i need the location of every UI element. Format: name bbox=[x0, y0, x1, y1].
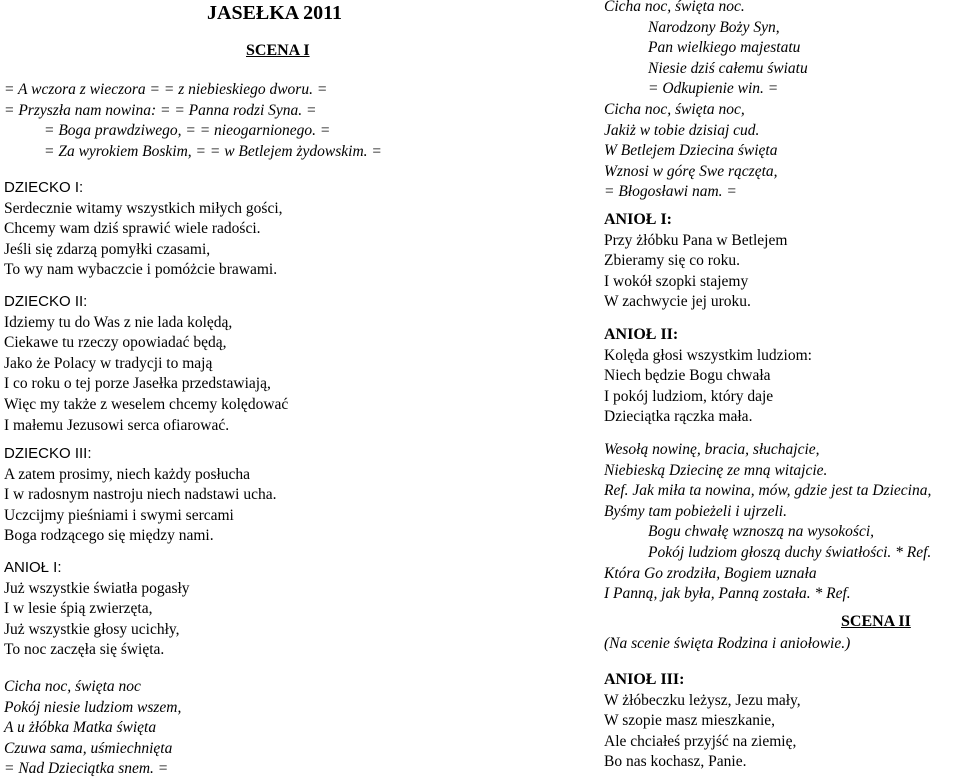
carol-line: Wesołą nowinę, bracia, słuchajcie, bbox=[604, 441, 820, 458]
carol-line: Cicha noc, święta noc bbox=[4, 678, 141, 695]
verse-line: Jeśli się zdarzą pomyłki czasami, bbox=[4, 240, 211, 258]
carol-line: Pokój niesie ludziom wszem, bbox=[4, 698, 182, 716]
verse-line: Dzieciątka rączka mała. bbox=[604, 408, 753, 426]
verse-line: Bo nas kochasz, Panie. bbox=[604, 753, 747, 771]
angel1-right-part bbox=[604, 210, 787, 313]
scene-2-heading: SCENA II bbox=[841, 613, 911, 630]
carol-line: Byśmy tam pobieżeli i ujrzeli. bbox=[604, 502, 787, 520]
scene-1-heading: SCENA I bbox=[246, 42, 310, 59]
speaker-label: ANIOŁ I: bbox=[4, 559, 62, 576]
carol-line: = Nad Dzieciątka snem. = bbox=[4, 760, 169, 778]
verse-line: I małemu Jezusowi serca ofiarować. bbox=[4, 416, 230, 434]
verse-line: I wokół szopki stajemy bbox=[604, 272, 749, 290]
page-title: JASEŁKA 2011 bbox=[207, 2, 343, 24]
verse-line: I pokój ludziom, który daje bbox=[604, 387, 774, 405]
child2-part bbox=[4, 292, 288, 436]
verse-line: Serdecznie witamy wszystkich miłych gości, bbox=[4, 199, 283, 217]
carol3-verse bbox=[604, 440, 931, 605]
verse-line: I co roku o tej porze Jasełka przedstawiają, bbox=[4, 375, 271, 393]
carol-line: Cicha noc, święta noc, bbox=[604, 100, 745, 118]
carol-line: Narodzony Boży Syn, bbox=[648, 18, 780, 36]
carol-line: Jakiż w tobie dzisiaj cud. bbox=[604, 121, 760, 139]
carol-line: Która Go zrodziła, Bogiem uznała bbox=[604, 564, 817, 582]
verse-line: Jako że Polacy w tradycji to mają bbox=[4, 354, 213, 372]
carol-line: Cicha noc, święta noc. bbox=[604, 0, 745, 15]
angel2-part bbox=[604, 325, 812, 428]
intro-line: = Boga prawdziwego, = = nieogarnionego. = bbox=[44, 122, 331, 140]
verse-line: Kolęda głosi wszystkim ludziom: bbox=[604, 346, 812, 364]
carol-line: Pan wielkiego majestatu bbox=[648, 39, 801, 57]
carol-line: Niesie dziś całemu światu bbox=[648, 59, 808, 77]
carol-line: A u żłóbka Matka święta bbox=[4, 719, 157, 737]
carol-line: Bogu chwałę wznoszą na wysokości, bbox=[648, 523, 875, 541]
verse-line: Chcemy wam dziś sprawić wiele radości. bbox=[4, 220, 261, 238]
angel1-part bbox=[4, 558, 190, 661]
angel3-part bbox=[604, 670, 801, 773]
carol-line: Pokój ludziom głoszą duchy światłości. * Ref. bbox=[648, 543, 932, 561]
carol-line: = Błogosławi nam. = bbox=[604, 183, 737, 201]
verse-line: Zbieramy się co roku. bbox=[604, 252, 741, 270]
carol-line: W Betlejem Dziecina święta bbox=[604, 142, 778, 160]
intro-line: = A wczora z wieczora = = z niebieskiego dworu. = bbox=[4, 81, 328, 98]
verse-line: Niech będzie Bogu chwała bbox=[604, 367, 771, 385]
verse-line: Uczcijmy pieśniami i swymi sercami bbox=[4, 506, 234, 524]
verse-line: To wy nam wybaczcie i pomóżcie brawami. bbox=[4, 261, 278, 279]
child1-part bbox=[4, 178, 283, 281]
verse-line: I w radosnym nastroju niech nadstawi ucha. bbox=[4, 486, 277, 504]
carol-line: Ref. Jak miła ta nowina, mów, gdzie jest ta Dziecina, bbox=[604, 482, 932, 500]
verse-line: To noc zaczęła się święta. bbox=[4, 641, 165, 659]
speaker-label: ANIOŁ III: bbox=[604, 671, 685, 688]
stage-direction-text: (Na scenie święta Rodzina i aniołowie.) bbox=[604, 635, 851, 652]
verse-line: Więc my także z weselem chcemy kolędować bbox=[4, 395, 289, 413]
verse-line: W zachwycie jej uroku. bbox=[604, 293, 751, 311]
verse-line: Idziemy tu do Was z nie lada kolędą, bbox=[4, 313, 233, 331]
intro-line: = Przyszła nam nowina: = = Panna rodzi Syna. = bbox=[4, 101, 317, 119]
child3-part bbox=[4, 444, 276, 547]
speaker-label: ANIOŁ II: bbox=[604, 326, 679, 343]
carol-line: I Panną, jak była, Panną została. * Ref. bbox=[604, 585, 851, 603]
carol-line: Wznosi w górę Swe rączęta, bbox=[604, 162, 778, 180]
verse-line: Już wszystkie światła pogasły bbox=[4, 579, 190, 597]
carol2-verse bbox=[604, 0, 808, 203]
verse-line: Przy żłóbku Pana w Betlejem bbox=[604, 231, 788, 249]
verse-line: A zatem prosimy, niech każdy posłucha bbox=[4, 465, 251, 483]
speaker-label: DZIECKO II: bbox=[4, 293, 88, 310]
intro-verse bbox=[4, 80, 382, 162]
carol-line: Czuwa sama, uśmiechnięta bbox=[4, 739, 173, 757]
carol-verse bbox=[4, 677, 181, 780]
stage-direction bbox=[604, 634, 850, 655]
speaker-label: DZIECKO I: bbox=[4, 179, 84, 196]
carol-line: = Odkupienie win. = bbox=[648, 80, 779, 98]
verse-line: W żłóbeczku leżysz, Jezu mały, bbox=[604, 691, 801, 709]
speaker-label: ANIOŁ I: bbox=[604, 211, 673, 228]
speaker-label: DZIECKO III: bbox=[4, 445, 92, 462]
verse-line: Ciekawe tu rzeczy opowiadać będą, bbox=[4, 334, 227, 352]
verse-line: I w lesie śpią zwierzęta, bbox=[4, 600, 153, 618]
carol-line: Niebieską Dziecinę ze mną witajcie. bbox=[604, 461, 828, 479]
verse-line: Już wszystkie głosy ucichły, bbox=[4, 620, 180, 638]
verse-line: Ale chciałeś przyjść na ziemię, bbox=[604, 732, 797, 750]
intro-line: = Za wyrokiem Boskim, = = w Betlejem żydowskim. = bbox=[44, 142, 382, 160]
verse-line: W szopie masz mieszkanie, bbox=[604, 712, 776, 730]
verse-line: Boga rodzącego się między nami. bbox=[4, 527, 214, 545]
